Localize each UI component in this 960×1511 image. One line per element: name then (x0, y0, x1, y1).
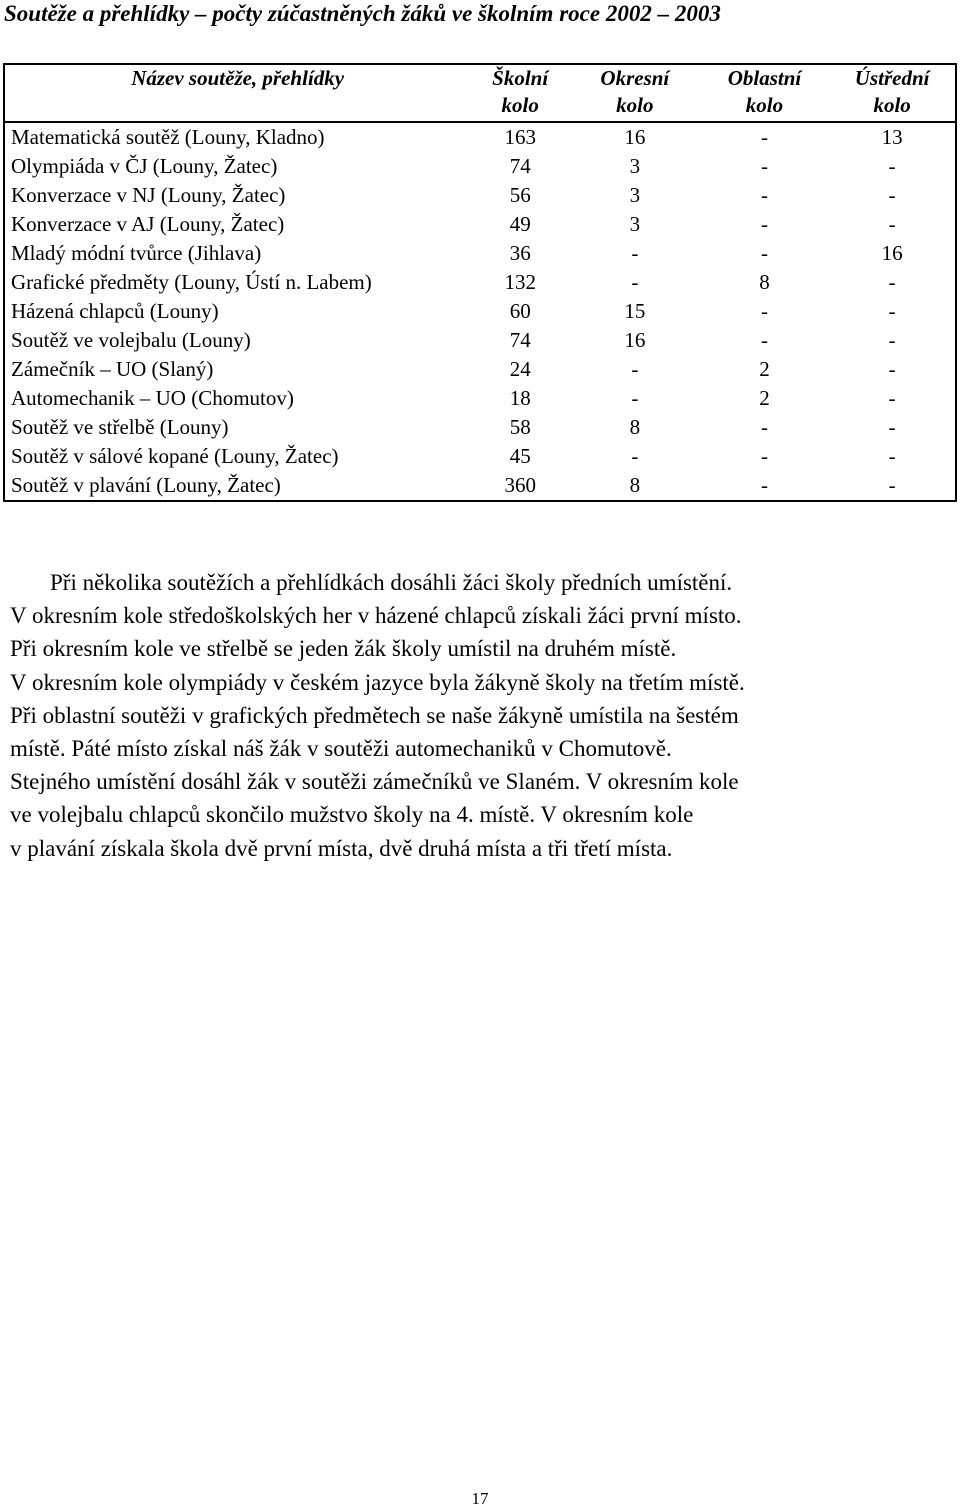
table-row (4, 326, 956, 355)
cell-national-round: - (888, 183, 896, 207)
table-row (4, 471, 956, 501)
table-row (4, 239, 956, 268)
cell-regional-round: - (760, 328, 768, 352)
cell-school-round: 58 (509, 415, 531, 439)
cell-competition-name: Zámečník – UO (Slaný) (11, 357, 214, 381)
table-row (4, 384, 956, 413)
cell-school-round: 360 (504, 473, 536, 497)
cell-regional-round: 8 (759, 270, 770, 294)
cell-regional-round: - (760, 241, 768, 265)
cell-competition-name: Grafické předměty (Louny, Ústí n. Labem) (11, 270, 372, 294)
cell-school-round: 49 (509, 212, 531, 236)
cell-school-round: 24 (509, 357, 531, 381)
header-school-round: Školní kolo (492, 66, 549, 117)
cell-school-round: 60 (509, 299, 531, 323)
cell-national-round: 16 (881, 241, 903, 265)
cell-school-round: 56 (509, 183, 531, 207)
paragraph-line: ve volejbalu chlapců skončilo mužstvo školy na 4. místě. V okresním kole (10, 802, 694, 828)
table-row (4, 413, 956, 442)
cell-school-round: 74 (509, 328, 531, 352)
cell-district-round: - (631, 241, 639, 265)
cell-district-round: 8 (629, 473, 641, 497)
table-row (4, 210, 956, 239)
table-header-row (4, 64, 956, 122)
cell-competition-name: Konverzace v AJ (Louny, Žatec) (11, 212, 285, 236)
cell-national-round: - (888, 270, 896, 294)
cell-district-round: 3 (629, 154, 641, 178)
cell-national-round: - (888, 386, 896, 410)
header-national-round: Ústřední kolo (854, 66, 930, 117)
header-competition-name: Název soutěže, přehlídky (131, 66, 345, 90)
table-row (4, 122, 956, 152)
cell-school-round: 45 (509, 444, 531, 468)
paragraph-line: místě. Páté místo získal náš žák v soutěži automechaniků v Chomutově. (10, 736, 672, 762)
cell-school-round: 74 (509, 154, 531, 178)
cell-regional-round: - (760, 154, 768, 178)
cell-district-round: - (631, 444, 639, 468)
results-paragraph (10, 566, 940, 865)
page-number: 17 (471, 1489, 489, 1508)
paragraph-line: Při několika soutěžích a přehlídkách dosáhli žáci školy předních umístění. (50, 570, 733, 595)
cell-national-round: - (888, 328, 896, 352)
cell-competition-name: Konverzace v NJ (Louny, Žatec) (11, 183, 286, 207)
cell-regional-round: - (760, 212, 768, 236)
cell-competition-name: Soutěž v plavání (Louny, Žatec) (11, 473, 281, 497)
cell-district-round: 16 (624, 125, 646, 149)
table-row (4, 181, 956, 210)
paragraph-line: V okresním kole olympiády v českém jazyce byla žákyně školy na třetím místě. (10, 669, 745, 695)
cell-regional-round: 2 (759, 357, 770, 381)
competitions-table (3, 63, 957, 502)
cell-school-round: 18 (509, 386, 531, 410)
table-row (4, 442, 956, 471)
paragraph-line: Při okresním kole ve střelbě se jeden žák školy umístil na druhém místě. (10, 636, 677, 662)
cell-competition-name: Soutěž ve volejbalu (Louny) (11, 328, 251, 352)
cell-district-round: - (631, 357, 639, 381)
cell-national-round: - (888, 473, 896, 497)
paragraph-line: Při oblastní soutěži v grafických předmětech se naše žákyně umístila na šestém (10, 702, 739, 728)
paragraph-line: v plavání získala škola dvě první místa, dvě druhá místa a tři třetí místa. (10, 835, 673, 861)
cell-national-round: - (888, 444, 896, 468)
table-row (4, 268, 956, 297)
cell-national-round: - (888, 154, 896, 178)
cell-regional-round: - (760, 299, 768, 323)
table-row (4, 152, 956, 181)
paragraph-line: V okresním kole středoškolských her v házené chlapců získali žáci první místo. (10, 603, 742, 629)
cell-district-round: 3 (629, 183, 641, 207)
cell-district-round: 8 (629, 415, 641, 439)
cell-regional-round: - (760, 473, 768, 497)
cell-district-round: 15 (624, 299, 646, 323)
cell-district-round: 16 (624, 328, 646, 352)
cell-competition-name: Automechanik – UO (Chomutov) (11, 386, 294, 410)
cell-national-round: - (888, 299, 896, 323)
cell-regional-round: - (760, 415, 768, 439)
cell-national-round: - (888, 415, 896, 439)
cell-district-round: 3 (629, 212, 641, 236)
cell-competition-name: Soutěž ve střelbě (Louny) (11, 415, 229, 439)
header-regional-round: Oblastní kolo (727, 66, 802, 117)
cell-national-round: - (888, 357, 896, 381)
paragraph-line: Stejného umístění dosáhl žák v soutěži zámečníků ve Slaném. V okresním kole (10, 769, 739, 795)
cell-school-round: 163 (504, 125, 536, 149)
cell-national-round: 13 (881, 125, 903, 149)
cell-regional-round: 2 (759, 386, 770, 410)
cell-regional-round: - (760, 444, 768, 468)
cell-competition-name: Olympiáda v ČJ (Louny, Žatec) (11, 154, 278, 178)
cell-district-round: - (631, 386, 639, 410)
cell-school-round: 36 (509, 241, 531, 265)
cell-regional-round: - (760, 125, 768, 149)
cell-school-round: 132 (504, 270, 536, 294)
cell-national-round: - (888, 212, 896, 236)
cell-regional-round: - (760, 183, 768, 207)
table-row (4, 355, 956, 384)
cell-competition-name: Matematická soutěž (Louny, Kladno) (11, 125, 325, 149)
cell-competition-name: Mladý módní tvůrce (Jihlava) (11, 241, 262, 265)
cell-district-round: - (631, 270, 639, 294)
header-district-round: Okresní kolo (600, 66, 670, 117)
page-title: Soutěže a přehlídky – počty zúčastněných žáků ve školním roce 2002 – 2003 (4, 1, 721, 26)
table-row (4, 297, 956, 326)
cell-competition-name: Házená chlapců (Louny) (11, 299, 219, 323)
cell-competition-name: Soutěž v sálové kopané (Louny, Žatec) (11, 444, 339, 468)
